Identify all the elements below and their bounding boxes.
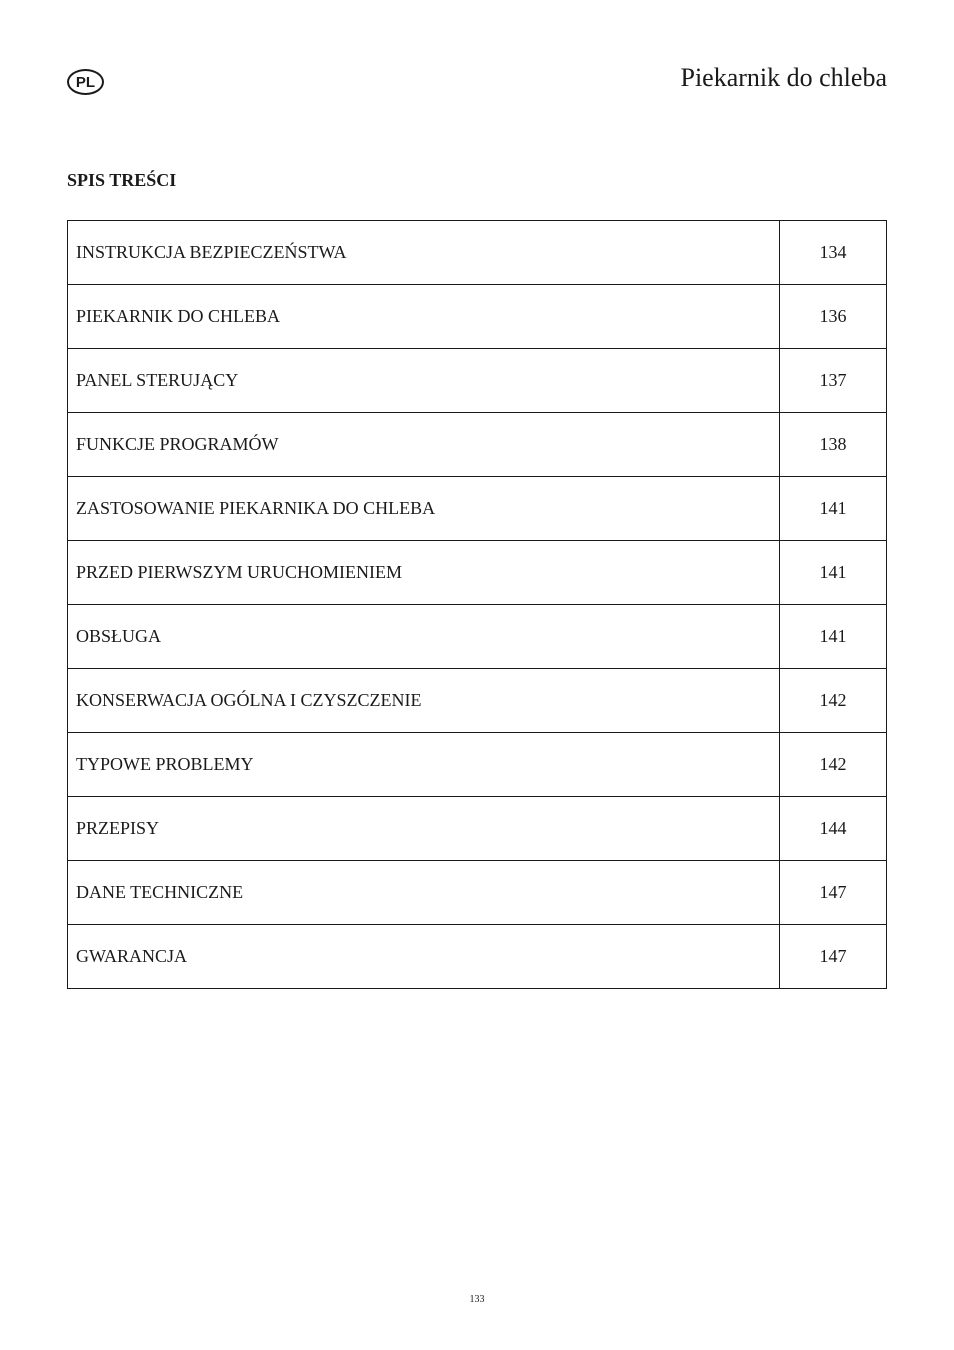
toc-entry-page: 136 bbox=[780, 285, 887, 349]
toc-entry-title: TYPOWE PROBLEMY bbox=[68, 733, 780, 797]
toc-entry-page: 147 bbox=[780, 861, 887, 925]
toc-row[interactable] bbox=[68, 669, 887, 733]
page-number: 133 bbox=[469, 1294, 485, 1305]
document-title: Piekarnik do chleba bbox=[680, 63, 887, 92]
toc-entry-page: 134 bbox=[780, 221, 887, 285]
language-badge bbox=[67, 69, 104, 95]
toc-row[interactable] bbox=[68, 285, 887, 349]
toc-row[interactable] bbox=[68, 925, 887, 989]
toc-entry-title: INSTRUKCJA BEZPIECZEŃSTWA bbox=[68, 221, 780, 285]
toc-entry-page: 137 bbox=[780, 349, 887, 413]
toc-entry-title: GWARANCJA bbox=[68, 925, 780, 989]
toc-entry-title: DANE TECHNICZNE bbox=[68, 861, 780, 925]
toc-row[interactable] bbox=[68, 605, 887, 669]
toc-entry-page: 138 bbox=[780, 413, 887, 477]
toc-entry-title: ZASTOSOWANIE PIEKARNIKA DO CHLEBA bbox=[68, 477, 780, 541]
toc-row[interactable] bbox=[68, 477, 887, 541]
toc-entry-page: 144 bbox=[780, 797, 887, 861]
toc-entry-title: FUNKCJE PROGRAMÓW bbox=[68, 413, 780, 477]
toc-row[interactable] bbox=[68, 733, 887, 797]
toc-heading: SPIS TREŚCI bbox=[67, 170, 177, 190]
toc-entry-title: PANEL STERUJĄCY bbox=[68, 349, 780, 413]
toc-entry-page: 147 bbox=[780, 925, 887, 989]
toc-entry-page: 142 bbox=[780, 669, 887, 733]
toc-entry-page: 141 bbox=[780, 605, 887, 669]
toc-row[interactable] bbox=[68, 541, 887, 605]
toc-table bbox=[67, 220, 887, 989]
toc-row[interactable] bbox=[68, 349, 887, 413]
language-code: PL bbox=[75, 73, 96, 91]
toc-entry-title: PIEKARNIK DO CHLEBA bbox=[68, 285, 780, 349]
toc-entry-title: PRZED PIERWSZYM URUCHOMIENIEM bbox=[68, 541, 780, 605]
toc-entry-title: OBSŁUGA bbox=[68, 605, 780, 669]
toc-row[interactable] bbox=[68, 861, 887, 925]
toc-entry-page: 141 bbox=[780, 541, 887, 605]
toc-entry-title: KONSERWACJA OGÓLNA I CZYSZCZENIE bbox=[68, 669, 780, 733]
toc-row[interactable] bbox=[68, 797, 887, 861]
toc-entry-page: 142 bbox=[780, 733, 887, 797]
toc-row[interactable] bbox=[68, 413, 887, 477]
toc-entry-page: 141 bbox=[780, 477, 887, 541]
toc-entry-title: PRZEPISY bbox=[68, 797, 780, 861]
toc-row[interactable] bbox=[68, 221, 887, 285]
